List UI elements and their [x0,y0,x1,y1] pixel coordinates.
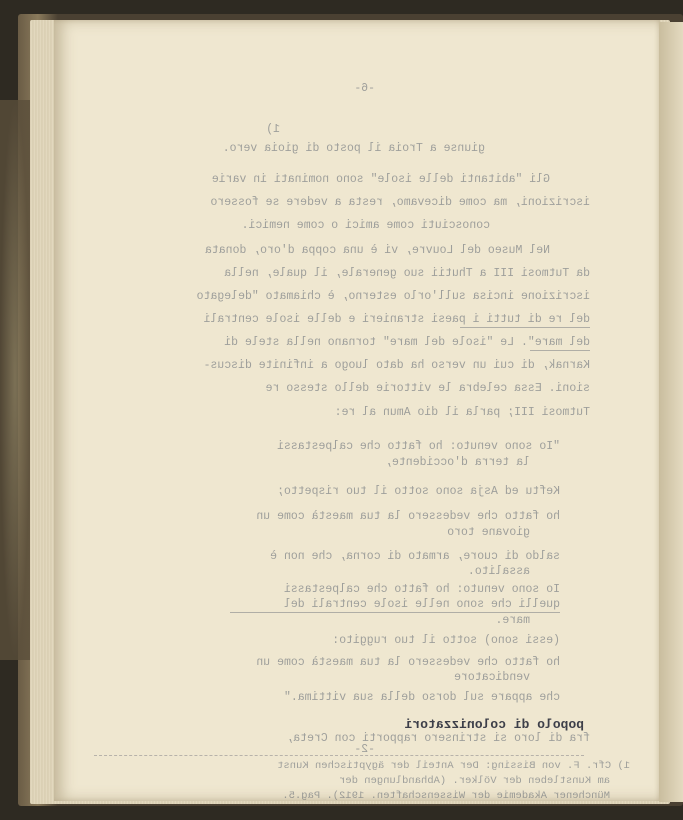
mirrored-title: popolo di colonizzatori [404,717,584,732]
underline-mark [530,350,590,351]
text-line: "Io sono venuto: ho fatto che calpestassi [277,440,560,453]
text-line: conosciuti come amici o come nemici. [241,219,490,232]
text-line: Nel Museo del Louvre, vi è una coppa d'oro, donata [204,244,550,257]
text-line: assalito. [467,565,530,578]
text-line: (essi sono) sotto il tuo ruggito: [332,634,560,647]
text-line: vendicatore [454,671,530,684]
text-line: ho fatto che vedessero la tua maestà come un [256,656,560,669]
footnote-line: am Kunstleben der Völker. (Abhandlungen der [339,775,610,787]
page-number-header: -6- [354,82,375,95]
text-line: giunse a Troia il posto di gioia vero. [222,142,485,155]
text-line: iscrizione incisa sull'orlo esterno, è chiamato "delegato [196,290,590,303]
text-line: Keftu ed Asja sono sotto il tuo rispetto; [277,485,560,498]
text-line: giovane toro [447,526,530,539]
bleed-through-text [54,20,660,801]
text-line: Gli "abitanti delle isole" sono nominati in varie [211,173,550,186]
binding-stain [0,100,30,660]
text-line: fra di loro si strinsero rapporti con Creta, [286,732,590,745]
text-line: ho fatto che vedessero la tua maestà come un [256,510,560,523]
page-number-footer: -2- [354,743,375,756]
text-line: sioni. Essa celebra le vittorie dello stesso re [265,382,590,395]
next-page-edge [659,22,683,802]
document-page [54,20,660,801]
text-line: Io sono venuto: ho fatto che calpestassi [283,583,560,596]
text-line: 1) [266,123,280,136]
text-line: che appare sul dorso della sua vittima." [283,691,560,704]
text-line: da Tutmosi III a Thutii suo generale, il quale, nella [224,267,590,280]
underline-mark [230,612,560,613]
footnote-line: 1) Cfr. F. von Bissing: Der Anteil der ägyptischen Kunst [277,760,630,772]
footnote-rule [94,755,584,756]
text-line: la terra d'occidente, [385,456,530,469]
underline-mark [460,327,590,328]
text-line: del mare". Le "isole del mare" tornano nella stele di [224,336,590,349]
text-line: quelli che sono nelle isole centrali del [283,598,560,611]
text-line: mare. [495,614,530,627]
footnote-line: Münchener Akademie der Wissenschaften. 1912). Pag.5. [282,790,610,802]
text-line: Karnak, di cui un verso ha dato luogo a infinite discus- [203,359,590,372]
text-line: saldo di cuore, armato di corna, che non è [270,550,560,563]
text-line: del re di tutti i paesi stranieri e delle isole centrali [203,313,590,326]
text-line: Tutmosi III; parla il dio Amun al re: [334,406,590,419]
text-line: iscrizioni, ma come dicevamo, resta a vedere se fossero [210,196,590,209]
